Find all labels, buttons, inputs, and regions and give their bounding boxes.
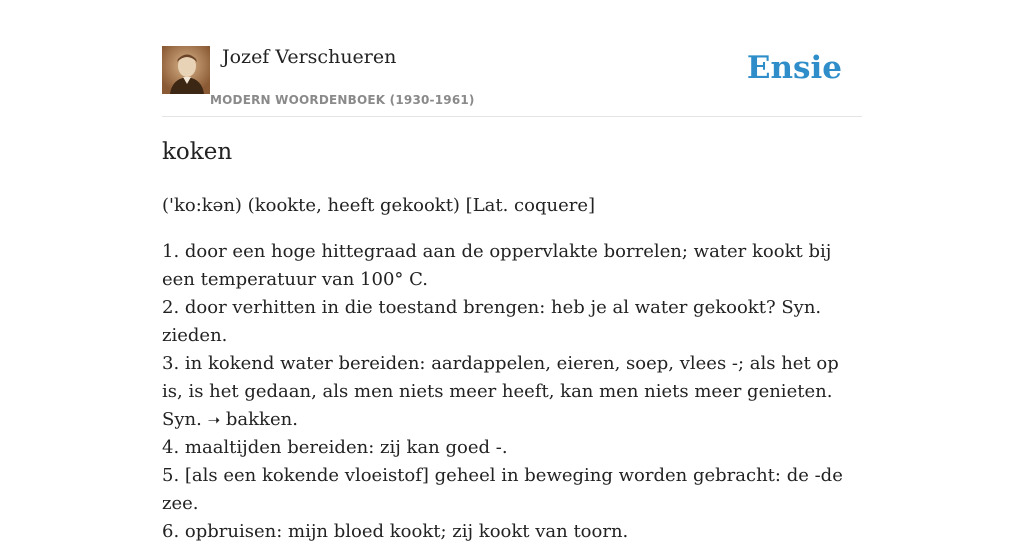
entry-word: koken xyxy=(162,139,233,165)
source-title[interactable]: MODERN WOORDENBOEK (1930-1961) xyxy=(210,93,475,107)
brand-logo[interactable]: Ensie xyxy=(746,50,842,86)
cross-reference-link[interactable]: bakken. xyxy=(225,409,298,430)
author-portrait-icon xyxy=(162,46,210,94)
pronunciation: ('ko:kən) (kookte, heeft gekookt) [Lat. coquere] xyxy=(162,195,596,216)
definition-text: 3. in kokend water bereiden: aardappelen, eieren, soep, vlees -; als het op is, is het gedaan, als men niets meer heeft, kan men niets meer genieten. Syn. xyxy=(162,353,839,430)
author-name[interactable]: Jozef Verschueren xyxy=(222,46,397,68)
definition-item: 4. maaltijden bereiden: zij kan goed -. xyxy=(162,437,508,458)
definition-item: 2. door verhitten in die toestand brengen: heb je al water gekookt? Syn. zieden. xyxy=(162,297,822,346)
header xyxy=(162,44,862,117)
entry-content xyxy=(162,192,862,546)
definition-item: 5. [als een kokende vloeistof] geheel in beweging worden gebracht: de -de zee. xyxy=(162,465,843,514)
definition-item: 6. opbruisen: mijn bloed kookt; zij kookt van toorn. xyxy=(162,521,629,542)
definition-list xyxy=(162,238,862,546)
arrow-right-icon[interactable]: ➝ xyxy=(207,411,221,429)
definition-item: 1. door een hoge hittegraad aan de oppervlakte borrelen; water kookt bij een temperatuur van 100° C. xyxy=(162,241,832,290)
author-avatar[interactable] xyxy=(162,46,210,94)
definition-item xyxy=(162,350,862,434)
